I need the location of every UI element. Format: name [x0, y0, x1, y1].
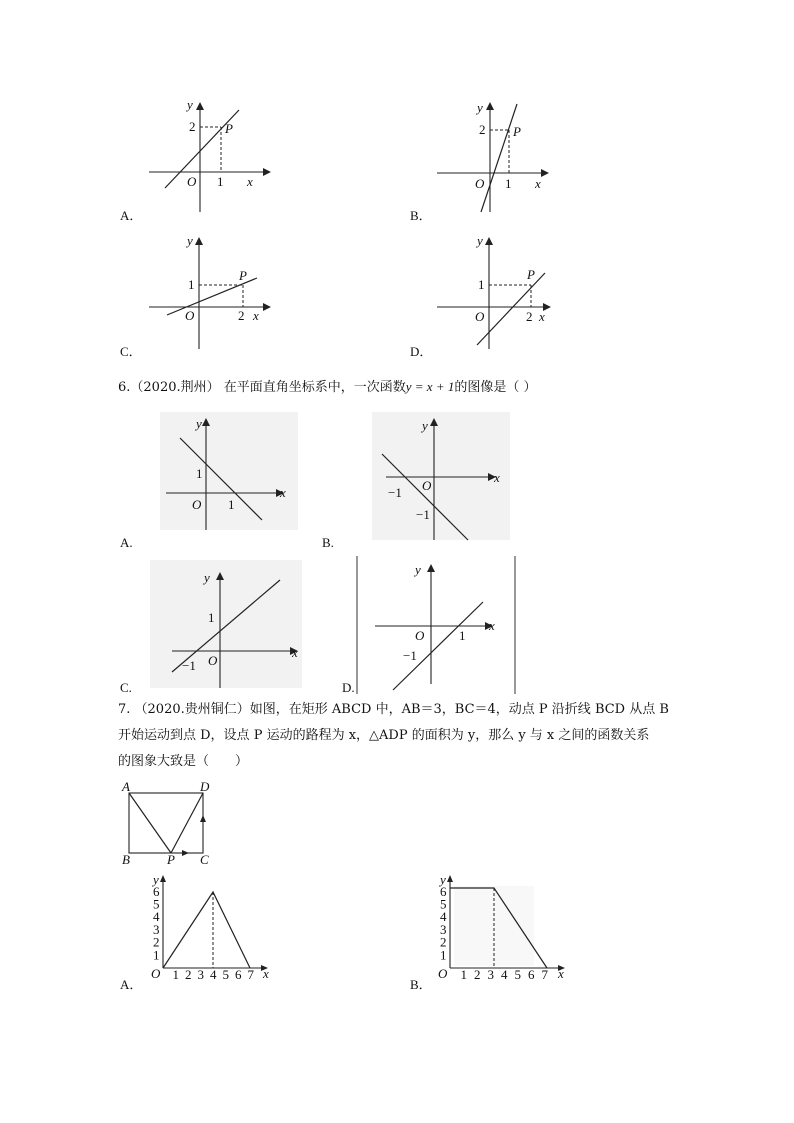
x-value: 2	[526, 309, 533, 324]
x-tick-label: 7	[541, 967, 548, 982]
q6-graph-a	[160, 412, 300, 532]
q6-option-d[interactable]: D.	[342, 680, 355, 695]
q5-option-a[interactable]: A．	[120, 208, 143, 223]
x-label: x	[535, 176, 541, 191]
q6-graph-a-svg	[160, 412, 300, 532]
y-axis-arrow	[160, 875, 166, 882]
q7-line-2: 开始运动到点 D，设点 P 运动的路程为 x，△ADP 的面积为 y，那么 y 与 x 之间的函数关系	[118, 728, 650, 743]
vertex-a-label: A	[122, 779, 130, 794]
q6-option-b[interactable]: B.	[322, 535, 334, 550]
y-value: 2	[479, 122, 486, 137]
q6-graph-c	[150, 560, 305, 690]
x-tick-label: 4	[210, 967, 217, 982]
origin-label: O	[192, 497, 202, 512]
x-tick-label: 4	[501, 967, 508, 982]
q5-graph-a	[145, 97, 275, 215]
q5-graph-c	[145, 233, 275, 351]
q6-suffix: 的图像是（ ）	[454, 380, 537, 395]
q6-option-c[interactable]: C.	[120, 680, 132, 695]
x-intercept-label: 1	[459, 628, 466, 643]
x-tick-label: 3	[197, 967, 204, 982]
x-intercept-label: −1	[182, 658, 196, 673]
q6-graph-c-svg	[150, 560, 305, 690]
q6-formula: y = x + 1	[405, 379, 455, 394]
point-p-label: P	[513, 124, 521, 139]
vertex-b-label: B	[122, 852, 130, 867]
q5-option-d[interactable]: D．	[410, 344, 433, 359]
y-label: y	[196, 416, 202, 431]
function-line	[477, 273, 545, 345]
y-label: y	[204, 570, 210, 585]
x-tick-label: 2	[474, 967, 481, 982]
function-graph	[163, 892, 250, 968]
q6-graph-b	[372, 412, 512, 542]
x-tick-label: 5	[222, 967, 229, 982]
y-label: y	[477, 100, 483, 115]
y-value: 1	[188, 277, 195, 292]
y-label: y	[415, 562, 421, 577]
origin-label: O	[185, 308, 195, 323]
x-label: x	[263, 966, 269, 981]
x-tick-label: 6	[528, 967, 535, 982]
x-intercept-label: 1	[228, 497, 235, 512]
q5-graph-d	[435, 233, 565, 351]
y-label: y	[187, 233, 193, 248]
q6-question	[118, 374, 537, 400]
y-label: y	[153, 872, 159, 887]
x-tick-label: 6	[235, 967, 242, 982]
q5-graph-b-svg	[435, 100, 565, 215]
q5-graph-c-svg	[145, 233, 275, 351]
x-tick-label: 1	[172, 967, 179, 982]
origin-label: O	[475, 309, 485, 324]
y-axis-arrow	[447, 875, 453, 882]
x-intercept-label: −1	[388, 485, 402, 500]
q7-graph-a	[145, 872, 275, 987]
q6-graph-b-svg	[372, 412, 512, 542]
x-label: x	[494, 470, 500, 485]
x-axis-arrow	[541, 169, 549, 177]
q7-graph-a-svg	[145, 872, 275, 987]
vertex-c-label: C	[200, 852, 209, 867]
origin-label: O	[422, 478, 432, 493]
segment-ap	[129, 793, 171, 853]
y-tick-label: 5	[440, 896, 447, 912]
origin-label: O	[475, 176, 485, 191]
y-tick-label: 1	[153, 947, 160, 963]
y-intercept-label: −1	[416, 507, 430, 522]
x-value: 2	[238, 308, 245, 323]
x-tick-label: 2	[185, 967, 192, 982]
y-tick-label: 3	[153, 921, 160, 937]
origin-label: O	[151, 966, 161, 981]
y-tick-label: 6	[440, 883, 447, 899]
q5-graph-b	[435, 100, 565, 215]
point-p-label: P	[239, 268, 247, 283]
q5-graph-d-svg	[435, 233, 565, 351]
q7-rectangle-figure	[118, 780, 228, 870]
q7-option-b[interactable]: B．	[410, 977, 432, 992]
q5-option-c[interactable]: C．	[120, 344, 142, 359]
y-tick-label: 4	[440, 909, 447, 925]
scan-background	[160, 412, 298, 530]
y-intercept-label: 1	[208, 610, 215, 625]
x-label: x	[539, 309, 545, 324]
q5-graph-a-svg	[145, 97, 275, 215]
y-label: y	[477, 233, 483, 248]
y-label: y	[187, 97, 193, 112]
y-value: 2	[189, 119, 196, 134]
x-tick-label: 5	[514, 967, 521, 982]
q6-option-a[interactable]: A.	[120, 535, 133, 550]
arrow-right	[182, 850, 189, 856]
origin-label: O	[187, 174, 197, 189]
y-axis-arrow	[486, 102, 494, 110]
x-axis-arrow	[263, 303, 271, 311]
y-axis-arrow	[195, 237, 203, 245]
y-tick-label: 2	[440, 934, 447, 950]
y-tick-label: 1	[440, 947, 447, 963]
point-p-label: P	[167, 852, 175, 867]
point-p-label: P	[225, 121, 233, 136]
x-label: x	[558, 966, 564, 981]
origin-label: O	[415, 628, 425, 643]
q6-prefix: 6.（2020.荆州） 在平面直角坐标系中，一次函数	[118, 380, 406, 395]
x-value: 1	[505, 176, 512, 191]
function-line	[481, 104, 517, 212]
q6-graph-d-svg	[355, 556, 520, 696]
x-axis-arrow	[263, 168, 271, 176]
function-line	[393, 602, 483, 690]
y-tick-label: 5	[153, 896, 160, 912]
y-value: 1	[478, 277, 485, 292]
point-p-label: P	[527, 267, 535, 282]
y-axis-arrow	[485, 237, 493, 245]
x-label: x	[253, 308, 259, 323]
x-label: x	[489, 618, 495, 633]
x-value: 1	[217, 174, 224, 189]
x-label: x	[280, 485, 286, 500]
y-axis-arrow	[427, 564, 435, 572]
y-tick-label: 4	[153, 909, 160, 925]
y-axis-arrow	[196, 102, 204, 110]
x-label: x	[292, 645, 298, 660]
q7-graph-b	[432, 872, 572, 987]
x-tick-label: 7	[247, 967, 254, 982]
y-tick-label: 3	[440, 921, 447, 937]
x-tick-label: 1	[460, 967, 467, 982]
q7-line-1: 7. （2020.贵州铜仁）如图，在矩形 ABCD 中，AB＝3，BC＝4，动点 P 沿折线 BCD 从点 B	[118, 702, 669, 717]
q5-option-b[interactable]: B．	[410, 208, 432, 223]
segment-dp	[171, 793, 203, 853]
rectangle-abcd	[129, 793, 203, 853]
x-tick-label: 3	[487, 967, 494, 982]
vertex-d-label: D	[200, 779, 210, 794]
q7-option-a[interactable]: A．	[120, 977, 143, 992]
y-label: y	[440, 872, 446, 887]
q7-rectangle-svg	[118, 780, 228, 870]
y-tick-label: 6	[153, 883, 160, 899]
y-intercept-label: −1	[403, 648, 417, 663]
y-intercept-label: 1	[196, 466, 203, 481]
y-tick-label: 2	[153, 934, 160, 950]
y-label: y	[422, 418, 428, 433]
q7-graph-b-svg	[432, 872, 572, 987]
origin-label: O	[438, 966, 448, 981]
q6-graph-d	[355, 556, 520, 696]
x-label: x	[247, 174, 253, 189]
scan-background	[150, 560, 302, 688]
q7-line-3: 的图象大致是（ ）	[118, 754, 249, 769]
origin-label: O	[208, 653, 218, 668]
arrow-up	[200, 815, 206, 822]
